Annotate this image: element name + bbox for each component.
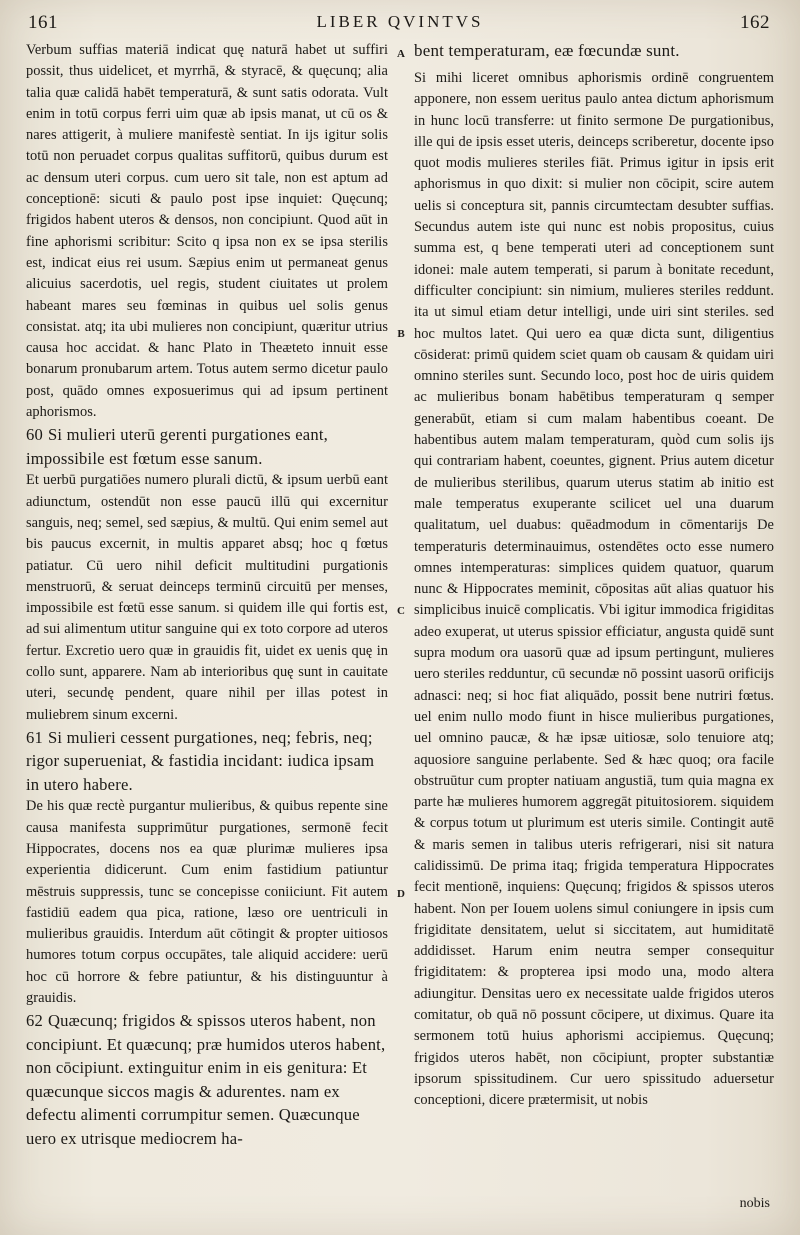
aphorism-60-text: Si mulieri uterū gerenti purgationes eant, impossibile est fœtum esse sanum. bbox=[26, 425, 328, 468]
page-header bbox=[0, 0, 800, 40]
aphorism-62-commentary: Si mihi liceret omnibus aphorismis ordinē congruentem apponere, non essem ueritus paulo antea dictum aphorismum in hunc locū transferre: ut finito sermone De purgationibus, ille qui de ipsis esset uteris, deinceps scriberetur, docente ipso quot modis mulieres steriles fiāt. Primus igitur in ipsis erit aphorismus in quo dixit: si mulier non cōcipit, scire autem uelis si conceptura sit, pannis circumtectam desubter suffias. Secundus autem iste qui nunc est nobis propositus, cuius summa est, q bene temperati uteri ad conceptionem sunt idonei: male autem temperati, si parum à bonitate recedunt, difficulter concipiunt: sin nimium, mulieres steriles reddunt. ita ut simul etiam detur intelligi, unde uiri sint steriles. sed hoc multos latet. Qui uero ea quæ dicta sunt, diligentius cōsiderat: primū quidem sciet quam ob causam & quidam uiri omnino steriles sunt. Secundo loco, post hoc de uiris quidem ac mulieribus bonam habētibus temperaturam q semper generabūt, etiam si cum malam habentibus coeant. De habentibus autem malam temperaturam, quòd cum solis ijs qui contrariam habent, coeuntes, gignent. Prius autem dicetur de mulieribus sterilibus, quarum uterus statim ab initio est male temperatus exuperante scilicet uel una duarum qualitatum, uel duabus: quēadmodum in cōmentarijs De temperaturis determinauimus, ostendētes octo esse numero omnes intemperaturas: simplices quidem quatuor, quarum nunc & Hippocrates meminit, cōpositas aūt alias quatuor his simplicibus inuicē complicatis. Vbi igitur immodica frigiditas adeo exuperat, ut uterus spissior efficiatur, angusta quidē sunt supra modum ora uasorū quæ ad ipsum pertingunt, mulieres uero steriles redduntur, cū secundæ nō possint uasorū orificijs adnasci: neq; si hoc fiat aliquādo, possit bene nutriri fœtus. uel enim nullo modo fiunt in hisce mulieribus purgationes, uel omnino paucæ, & hæ ipsæ uitiosæ, solo tenuiore atq; aquosiore sanguine perlabente. Sed & hæc quoq; ora facile obstruūtur cum propter natiuam angustiā, tum quia magna ex parte hæ mulieres humorem aggregāt pituitosiorem. siquidem & corpus totum ut plurimum est uteris simile. Contingit autē & maris semen in talibus uteris refrigerari, nisi sit natura calidissimū. De prima itaq; frigida temperatura Hippocrates fecit mentionē, inquiens: Quęcunq; frigidos & spissos uteros habent. Non per Iouem uolens simul coniungere in ipsis cum frigiditate densitatem, uelut si siccitatem, aut humiditatē addidisset. Harum enim neutra semper consequitur frigiditatem: & propterea ipsi modo una, modo altera adiungitur. Densitas uero ex necessitate ualde frigidos uteros comitatur, ob quā nō possunt cōcipere, ut diximus. Quare ita sermonem totū huius aphorismi accipiemus. Quęcunq; frigidos uteros habēt, non cōcipiunt, propter substantiæ ipsorum spissitudinem. Cur uero spissitudo aduersetur conceptioni, dicere prætermisit, ut nobis bbox=[414, 70, 774, 1109]
aphorism-61-commentary: De his quæ rectè purgantur mulieribus, & quibus repente sine causa manifesta supprimūtur purgationes, sermonē fecit Hippocrates, docens nos ea quæ plurimæ mulieres ipsa experientia didicerunt. Cum enim fastidium patiuntur mēstruis suppressis, tunc se concepisse coniiciunt. Fit autem fastidiū eadem qua pica, ratione, læso ore uentriculi in mulieribus grauidis. Interdum aūt cōtingit & propter uitiosos humores totum corpus occupātes, tale aliquid accidere: uerū hoc cū horrore & febre patiuntur, & his distinguuntur à grauidis. bbox=[26, 798, 388, 1007]
margin-marker-d: D bbox=[397, 888, 405, 900]
left-column bbox=[26, 40, 388, 1190]
aphorism-60-heading bbox=[26, 423, 388, 470]
aphorism-62-text: Quæcunq; frigidos & spissos uteros habent, non concipiunt. Et quæcunq; præ humidos uteros habent, non cōcipiunt. extinguitur enim in eis genitura: Et quæcunque siccos magis & adurentes. nam ex defectu alimenti corrumpitur semen. Quæcunque uero ex utrisque mediocrem ha- bbox=[26, 1011, 386, 1148]
catchword: nobis bbox=[739, 1196, 770, 1211]
margin-marker-c: C bbox=[397, 605, 405, 617]
right-column bbox=[414, 40, 774, 1200]
aphorism-60-commentary: Et uerbū purgatiōes numero plurali dictū, & ipsum uerbū eant adiunctum, ostendūt non esse paucū illū qui excernitur sanguis, neq; semel, sed sæpius, & multū. Qui enim semel aut bis paucus excernit, in multis apparet absq; hoc q fœtus patiatur. Cū uero nihil deficit multitudini purgationis menstruorū, & seruat deinceps terminū circuitū per menses, impossibile est fœtū esse sanum. si quidem ille qui fortis est, ad sui alimentum utitur sanguine qui ex toto corpore ad uteros fertur. Excretio uero quæ in grauidis fit, uidet ex uenis quę in collo sunt, apparere. Nam ab interioribus quę sunt in cauitate uteri, secundę pendent, quare nihil per illas potest in muliebrem sinum excerni. bbox=[26, 472, 388, 723]
intro-paragraph: Verbum suffias materiā indicat quę naturā habet ut suffiri possit, thus uidelicet, et myrrhā, & styracē, & quęcunq; alia talia quæ calidā habēt temperaturā, & sunt satis odorata. Vult enim in totū corpus ferri uim quæ ab ipsis manat, ut cū os & nares attigerit, à muliere manifestè sentiat. In ijs igitur solis totū non peruadet corpus qualitas suffitorū, quibus durum est ac densum uteri corpus. cum uero sit tale, non est aptum ad conceptionē: sicuti & paulo post ipse inquiet: Quęcunq; frigidos habent uteros & densos, non concipiunt. Quod aūt in fine aphorismi scribitur: Scito q ipsa non ex se ipsa sterilis est, indicat eius rei usum. Sæpius enim ut permaneat genus alicuius sacerdotis, uel regis, student ciuitates ut prolem habeant mares seu fœminas in quibus uel solis genus consistat. atq; ita ubi mulieres non concipiunt, quæritur utrius causa hoc accidat. & hanc Plato in Theæteto innuit esse bonarum pronubarum artem. Totus autem sermo dicetur paulo post, quādo omnes exposuerimus qui ad ipsum pertinent aphorismos. bbox=[26, 42, 388, 421]
margin-marker-a: A bbox=[397, 48, 405, 60]
aphorism-61-heading bbox=[26, 726, 388, 797]
margin-gutter bbox=[394, 40, 408, 1210]
page-number-left: 161 bbox=[28, 12, 58, 33]
page-number-right: 162 bbox=[740, 12, 770, 33]
aphorism-60-number: 60 bbox=[26, 425, 43, 445]
aphorism-62-continuation: bent temperaturam, eæ fœcundæ sunt. bbox=[414, 41, 680, 60]
margin-marker-b: B bbox=[397, 328, 405, 340]
aphorism-62-number: 62 bbox=[26, 1011, 43, 1031]
aphorism-62-heading bbox=[26, 1009, 388, 1150]
aphorism-61-text: Si mulieri cessent purgationes, neq; febris, neq; rigor superueniat, & fastidia incidant: iudica ipsam in utero habere. bbox=[26, 727, 375, 794]
running-title: LIBER QVINTVS bbox=[316, 12, 484, 31]
aphorism-61-number: 61 bbox=[26, 727, 43, 747]
